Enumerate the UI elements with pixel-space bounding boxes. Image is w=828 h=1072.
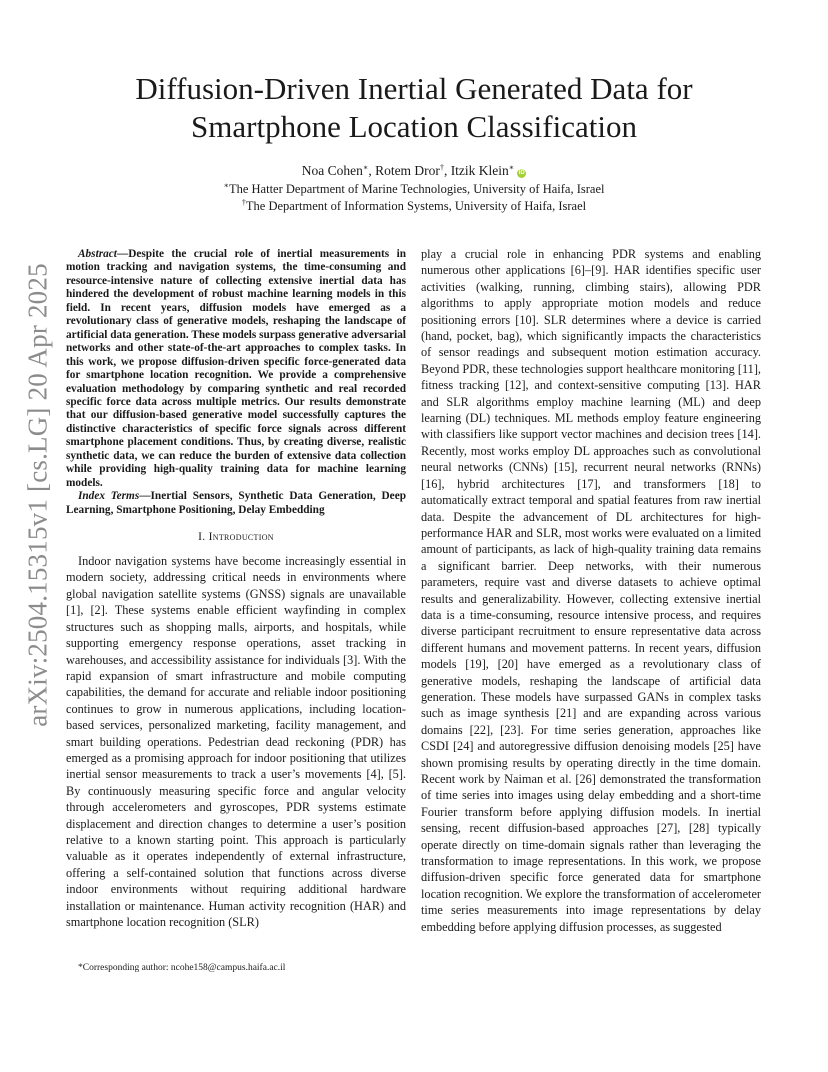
title-line-1: Diffusion-Driven Inertial Generated Data for — [135, 71, 693, 106]
affiliation-text: The Hatter Department of Marine Technologies, University of Haifa, Israel — [228, 182, 605, 196]
author-name: Itzik Klein — [450, 163, 509, 178]
affiliation-1 — [60, 181, 768, 197]
author-mark: † — [439, 163, 444, 172]
author-name: Rotem Dror — [375, 163, 440, 178]
arxiv-identifier: arXiv:2504.15315v1 [cs.LG] 20 Apr 2025 — [22, 263, 53, 727]
author-separator: , — [443, 163, 451, 178]
left-column — [66, 248, 406, 930]
abstract-text: —Despite the crucial role of inertial measurements in motion tracking and navigation systems, the time-consuming and resource-intensive nature of collecting extensive inertial data has hindered the development of robust machine learning models in this field. In recent years, diffusion models have emerged as a revolutionary class of generative models, reshaping the landscape of artificial data generation. These models surpass generative adversarial networks and other state-of-the-art approaches to complex tasks. In this work, we propose diffusion-driven specific force-generated data for smartphone location recognition. We provide a comprehensive evaluation methodology by comparing synthetic and real recorded specific force data across multiple metrics. Our results demonstrate that our diffusion-based generative model successfully captures the distinctive characteristics of specific force signals across different smartphone placement conditions. Thus, by creating diverse, realistic synthetic data, we can reduce the burden of extensive data collection while providing high-quality training data for machine learning models. — [66, 248, 406, 489]
affiliation-mark: ∗ — [223, 181, 229, 190]
right-column — [421, 246, 761, 935]
corresponding-author-footnote: *Corresponding author: ncohe158@campus.haifa.ac.il — [78, 963, 286, 973]
author-mark: ∗ — [508, 163, 515, 172]
abstract-label: Abstract — [78, 248, 117, 260]
section-number: I. — [198, 531, 206, 544]
index-terms — [66, 490, 406, 517]
orcid-icon[interactable]: iD — [518, 170, 525, 176]
title-line-2: Smartphone Location Classification — [191, 109, 637, 144]
author-list — [60, 162, 768, 180]
abstract — [66, 248, 406, 490]
intro-paragraph-right: play a crucial role in enhancing PDR systems and enabling numerous other applications [6]–[9]. HAR identifies specific user activities (walking, running, climbing stairs), allowing PDR algorithms to apply appropriate motion models and reduce positioning errors [10]. SLR determines where a device is carried (hand, pocket, bag), which significantly impacts the characteristics of sensor readings and subsequent motion estimation accuracy. Beyond PDR, these technologies support healthcare monitoring [11], fitness tracking [12], and context-sensitive computing [13]. HAR and SLR algorithms employ machine learning (ML) and deep learning (DL) techniques. ML methods employ feature engineering with classifiers like support vector machines and decision trees [14]. Recently, most works employ DL approaches such as convolutional neural networks (CNNs) [15], recurrent neural networks (RNNs) [16], hybrid architectures [17], and transformers [18] to automatically extract temporal and spatial features from raw inertial data. Despite the advancement of DL architectures for high-performance HAR and SLR, most works were evaluated on a limited amount of participants, as lack of high-quality training data remains a significant barrier. Deep networks, with their numerous parameters, require vast and diverse datasets to achieve optimal results and generalizability. However, collecting extensive inertial data is a time-consuming, resource intensive process, and requires diverse participant recruitment to ensure representative data across different humans and movement patterns. In recent years, diffusion models [19], [20] have emerged as a revolutionary class of generative models, reshaping the landscape of artificial data generation. These models have surpassed GANs in complex tasks such as image synthesis [21] and are expanding across various domains [22], [23]. For time series generation, approaches like CSDI [24] and autoregressive diffusion denoising models [25] have shown promising results by operating directly in the time domain. Recent work by Naiman et al. [26] demonstrated the transformation of time series into images using delay embedding and a short-time Fourier transform before applying diffusion models. In inertial sensing, recent diffusion-based approaches [27], [28] typically operate directly on time-domain signals rather than leveraging the transformation to image representations. In this work, we propose diffusion-driven specific force generated data for smartphone location recognition. We explore the transformation of accelerometer time series measurements into image representations by delay embedding before applying diffusion processes, as suggested — [421, 247, 761, 934]
index-terms-text: —Inertial Sensors, Synthetic Data Generation, Deep Learning, Smartphone Positioning, Delay Embedding — [66, 490, 406, 516]
author-separator: , — [368, 163, 376, 178]
paper-title — [60, 70, 768, 146]
author-name: Noa Cohen — [301, 163, 363, 178]
section-heading-introduction — [66, 531, 406, 543]
affiliation-mark: † — [241, 198, 246, 207]
index-terms-label: Index Terms — [78, 490, 140, 503]
affiliation-2 — [60, 198, 768, 214]
section-name: Introduction — [208, 531, 274, 544]
author-mark: ∗ — [362, 163, 369, 172]
intro-paragraph-left: Indoor navigation systems have become increasingly essential in modern society, addressing critical needs in environments where global navigation satellite systems (GNSS) signals are unavailable [1], [2]. These systems enable efficient wayfinding in complex structures such as shopping malls, airports, and hospitals, while supporting emergency response operations, asset tracking in warehouses, and accessibility assistance for individuals [3]. With the rapid expansion of smart infrastructure and mobile computing capabilities, the demand for accurate and reliable indoor positioning continues to grow in numerous applications, including location-based services, personalized marketing, facility management, and smart building operations. Pedestrian dead reckoning (PDR) has emerged as a promising approach for indoor positioning that utilizes inertial sensor measurements to track a user’s movements [4], [5]. By continuously measuring specific force and angular velocity through accelerometers and gyroscopes, PDR systems estimate displacement and direction changes to determine a user’s position relative to a known starting point. This approach is particularly valuable as it operates independently of external infrastructure, offering a self-contained solution that functions across diverse indoor environments without requiring additional hardware installation or maintenance. Human activity recognition (HAR) and smartphone location recognition (SLR) — [66, 554, 406, 929]
affiliation-text: The Department of Information Systems, University of Haifa, Israel — [245, 199, 587, 213]
arxiv-stamp — [18, 263, 58, 727]
